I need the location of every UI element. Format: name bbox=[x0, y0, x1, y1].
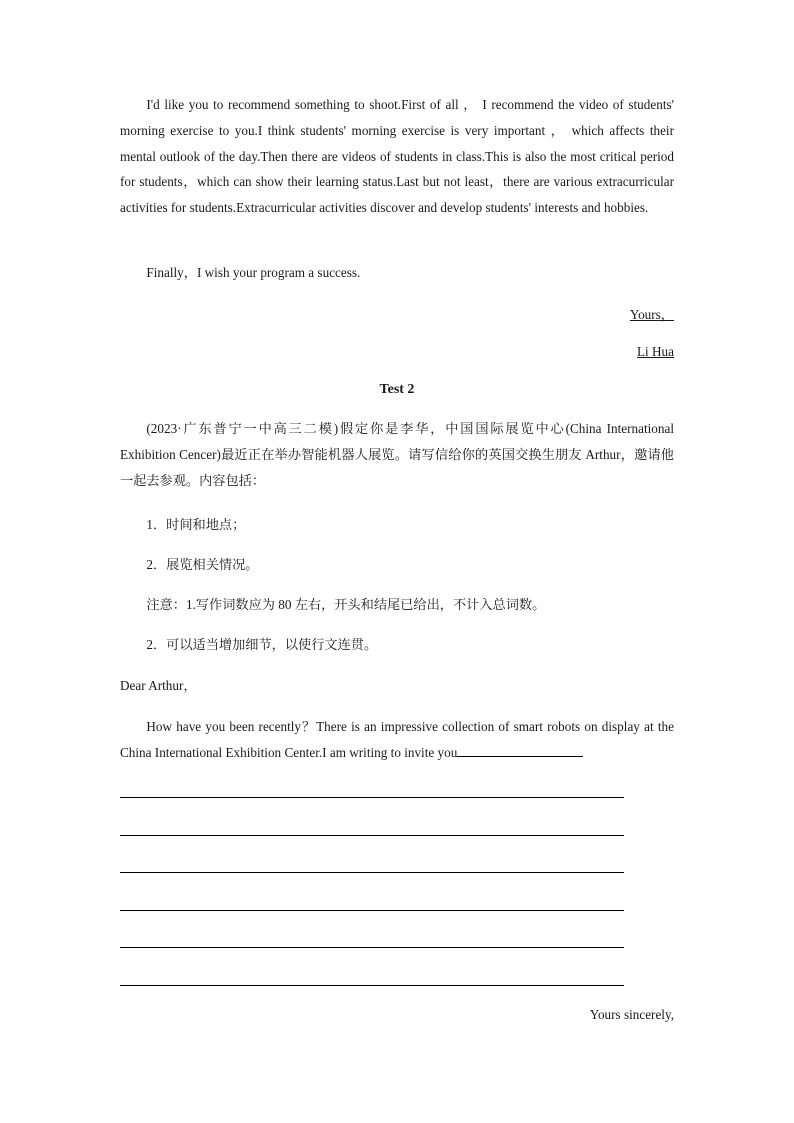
test1-letter-body: I'd like you to recommend something to shoot.First of all ， I recommend the video of students' morning exercise to you.I think students' morning exercise is very important ， which affects their mental outlook of the day.Then there are videos of students in class.This is also the most critical period for students，which can show their learning status.Last but not least，there are various extracurricular activities for students.Extracurricular activities discover and develop students' interests and hobbies. bbox=[120, 97, 674, 216]
writing-line-2[interactable] bbox=[120, 835, 624, 836]
test1-signature: Li Hua bbox=[637, 344, 674, 359]
test1-closing-line: Finally，I wish your program a success. bbox=[146, 265, 361, 280]
test2-note-2: 2．可以适当增加细节，以使行文连贯。 bbox=[146, 637, 378, 652]
test2-title: Test 2 bbox=[379, 382, 415, 397]
writing-line-4[interactable] bbox=[120, 910, 624, 911]
writing-blank-inline[interactable] bbox=[457, 742, 583, 757]
test2-prompt: (2023·广东普宁一中高三二模)假定你是李华，中国国际展览中心(China International Exhibition Cencer)最近正在举办智能机器人展览。请写信给你的英国交换生朋友 Arthur，邀请他一起去参观。内容包括： bbox=[120, 421, 674, 488]
writing-line-3[interactable] bbox=[120, 872, 624, 873]
writing-line-5[interactable] bbox=[120, 947, 624, 948]
test2-closing: Yours sincerely, bbox=[589, 1007, 674, 1022]
test2-item-1: 1．时间和地点； bbox=[146, 517, 246, 532]
writing-line-1[interactable] bbox=[120, 797, 624, 798]
writing-line-6[interactable] bbox=[120, 985, 624, 986]
test2-item-2: 2．展览相关情况。 bbox=[146, 557, 259, 572]
test2-opening bbox=[120, 714, 674, 766]
test2-note: 注意：1.写作词数应为 80 左右，开头和结尾已给出，不计入总词数。 bbox=[146, 597, 546, 612]
test2-opening-text: How have you been recently？There is an impressive collection of smart robots on display at the China International Exhibition Center.I am writing to invite you bbox=[120, 719, 674, 760]
test1-signoff: Yours， bbox=[629, 307, 674, 322]
test2-salutation: Dear Arthur， bbox=[120, 678, 197, 693]
